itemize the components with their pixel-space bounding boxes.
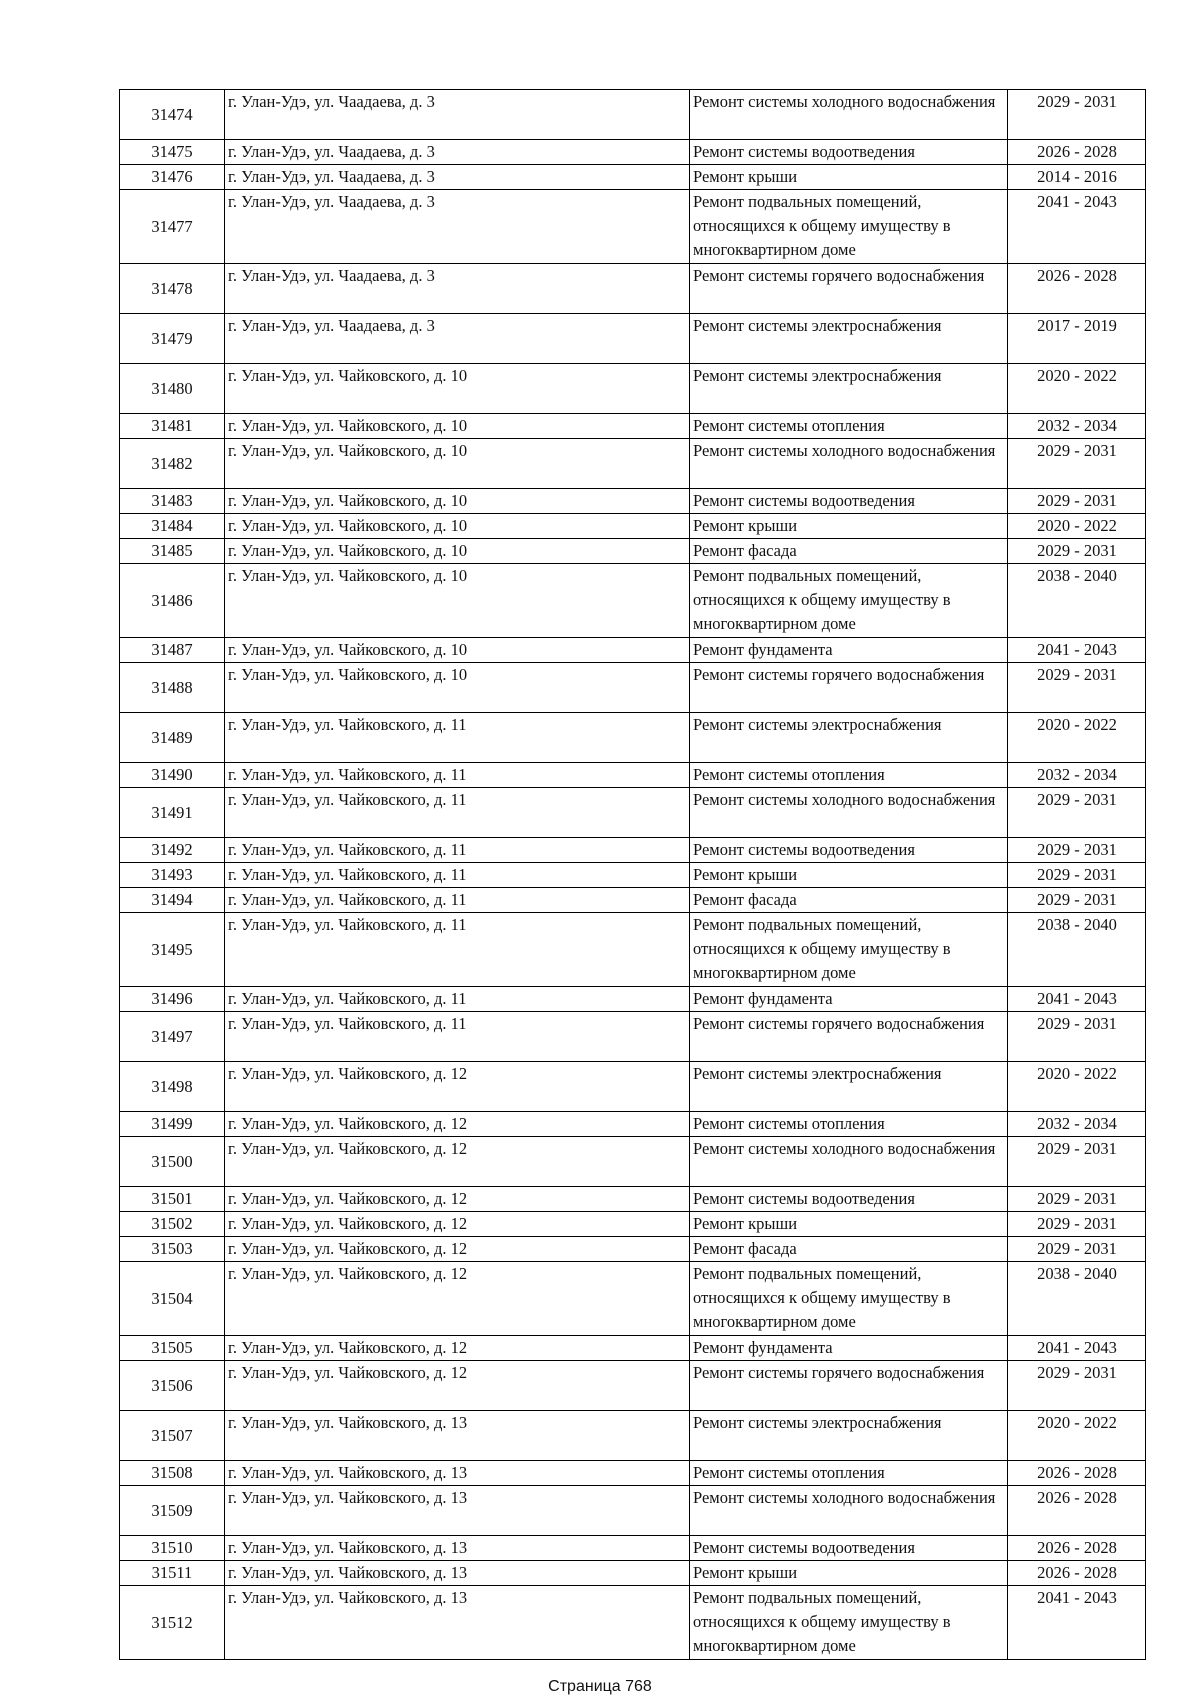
table-row — [120, 1486, 1146, 1536]
address-cell: г. Улан-Удэ, ул. Чайковского, д. 10 — [225, 663, 690, 713]
period-cell: 2029 - 2031 — [1008, 489, 1146, 514]
work-type-cell: Ремонт подвальных помещений, относящихся к общему имуществу в многоквартирном доме — [690, 190, 1008, 264]
row-id-cell: 31501 — [120, 1187, 225, 1212]
period-cell: 2029 - 2031 — [1008, 888, 1146, 913]
address-cell: г. Улан-Удэ, ул. Чайковского, д. 13 — [225, 1561, 690, 1586]
table-row — [120, 1137, 1146, 1187]
row-id-cell: 31486 — [120, 564, 225, 638]
period-cell: 2032 - 2034 — [1008, 414, 1146, 439]
period-cell: 2026 - 2028 — [1008, 140, 1146, 165]
row-id-cell: 31493 — [120, 863, 225, 888]
table-row — [120, 1411, 1146, 1461]
row-id-cell: 31495 — [120, 913, 225, 987]
row-id-cell: 31500 — [120, 1137, 225, 1187]
period-cell: 2020 - 2022 — [1008, 514, 1146, 539]
work-type-cell: Ремонт системы водоотведения — [690, 838, 1008, 863]
row-id-cell: 31512 — [120, 1586, 225, 1660]
period-cell: 2038 - 2040 — [1008, 913, 1146, 987]
period-cell: 2029 - 2031 — [1008, 439, 1146, 489]
table-row — [120, 663, 1146, 713]
period-cell: 2029 - 2031 — [1008, 90, 1146, 140]
address-cell: г. Улан-Удэ, ул. Чайковского, д. 11 — [225, 888, 690, 913]
address-cell: г. Улан-Удэ, ул. Чайковского, д. 13 — [225, 1486, 690, 1536]
work-type-cell: Ремонт крыши — [690, 863, 1008, 888]
period-cell: 2029 - 2031 — [1008, 663, 1146, 713]
address-cell: г. Улан-Удэ, ул. Чайковского, д. 13 — [225, 1536, 690, 1561]
address-cell: г. Улан-Удэ, ул. Чайковского, д. 11 — [225, 788, 690, 838]
work-type-cell: Ремонт подвальных помещений, относящихся к общему имуществу в многоквартирном доме — [690, 1262, 1008, 1336]
row-id-cell: 31506 — [120, 1361, 225, 1411]
address-cell: г. Улан-Удэ, ул. Чайковского, д. 13 — [225, 1461, 690, 1486]
address-cell: г. Улан-Удэ, ул. Чаадаева, д. 3 — [225, 165, 690, 190]
address-cell: г. Улан-Удэ, ул. Чайковского, д. 12 — [225, 1062, 690, 1112]
row-id-cell: 31492 — [120, 838, 225, 863]
row-id-cell: 31484 — [120, 514, 225, 539]
address-cell: г. Улан-Удэ, ул. Чайковского, д. 11 — [225, 1012, 690, 1062]
period-cell: 2029 - 2031 — [1008, 539, 1146, 564]
period-cell: 2020 - 2022 — [1008, 713, 1146, 763]
row-id-cell: 31489 — [120, 713, 225, 763]
table-row — [120, 1237, 1146, 1262]
period-cell: 2020 - 2022 — [1008, 1411, 1146, 1461]
work-type-cell: Ремонт подвальных помещений, относящихся к общему имуществу в многоквартирном доме — [690, 913, 1008, 987]
table-row — [120, 1112, 1146, 1137]
table-row — [120, 1461, 1146, 1486]
table-row — [120, 264, 1146, 314]
table-row — [120, 1586, 1146, 1660]
work-type-cell: Ремонт фундамента — [690, 987, 1008, 1012]
work-type-cell: Ремонт подвальных помещений, относящихся к общему имуществу в многоквартирном доме — [690, 564, 1008, 638]
period-cell: 2026 - 2028 — [1008, 1536, 1146, 1561]
work-type-cell: Ремонт системы водоотведения — [690, 140, 1008, 165]
row-id-cell: 31497 — [120, 1012, 225, 1062]
work-type-cell: Ремонт системы горячего водоснабжения — [690, 1361, 1008, 1411]
period-cell: 2017 - 2019 — [1008, 314, 1146, 364]
row-id-cell: 31483 — [120, 489, 225, 514]
address-cell: г. Улан-Удэ, ул. Чаадаева, д. 3 — [225, 314, 690, 364]
work-type-cell: Ремонт системы холодного водоснабжения — [690, 788, 1008, 838]
period-cell: 2038 - 2040 — [1008, 564, 1146, 638]
row-id-cell: 31507 — [120, 1411, 225, 1461]
period-cell: 2026 - 2028 — [1008, 1461, 1146, 1486]
period-cell: 2029 - 2031 — [1008, 863, 1146, 888]
work-type-cell: Ремонт системы горячего водоснабжения — [690, 663, 1008, 713]
table-row — [120, 788, 1146, 838]
table-row — [120, 414, 1146, 439]
row-id-cell: 31488 — [120, 663, 225, 713]
work-type-cell: Ремонт системы отопления — [690, 1112, 1008, 1137]
work-type-cell: Ремонт фасада — [690, 1237, 1008, 1262]
period-cell: 2038 - 2040 — [1008, 1262, 1146, 1336]
period-cell: 2026 - 2028 — [1008, 1561, 1146, 1586]
table-row — [120, 514, 1146, 539]
work-type-cell: Ремонт системы холодного водоснабжения — [690, 1486, 1008, 1536]
row-id-cell: 31503 — [120, 1237, 225, 1262]
work-type-cell: Ремонт крыши — [690, 514, 1008, 539]
table-row — [120, 1212, 1146, 1237]
address-cell: г. Улан-Удэ, ул. Чайковского, д. 13 — [225, 1411, 690, 1461]
row-id-cell: 31479 — [120, 314, 225, 364]
row-id-cell: 31505 — [120, 1336, 225, 1361]
address-cell: г. Улан-Удэ, ул. Чайковского, д. 11 — [225, 713, 690, 763]
row-id-cell: 31491 — [120, 788, 225, 838]
period-cell: 2029 - 2031 — [1008, 1237, 1146, 1262]
table-row — [120, 838, 1146, 863]
period-cell: 2041 - 2043 — [1008, 1586, 1146, 1660]
table-row — [120, 1561, 1146, 1586]
repair-schedule-table — [119, 89, 1146, 1660]
row-id-cell: 31508 — [120, 1461, 225, 1486]
address-cell: г. Улан-Удэ, ул. Чайковского, д. 12 — [225, 1187, 690, 1212]
row-id-cell: 31477 — [120, 190, 225, 264]
table-row — [120, 763, 1146, 788]
period-cell: 2026 - 2028 — [1008, 264, 1146, 314]
row-id-cell: 31476 — [120, 165, 225, 190]
period-cell: 2014 - 2016 — [1008, 165, 1146, 190]
address-cell: г. Улан-Удэ, ул. Чайковского, д. 12 — [225, 1361, 690, 1411]
work-type-cell: Ремонт системы водоотведения — [690, 489, 1008, 514]
table-row — [120, 863, 1146, 888]
period-cell: 2029 - 2031 — [1008, 1361, 1146, 1411]
work-type-cell: Ремонт системы горячего водоснабжения — [690, 1012, 1008, 1062]
table-row — [120, 564, 1146, 638]
row-id-cell: 31510 — [120, 1536, 225, 1561]
table-row — [120, 1336, 1146, 1361]
work-type-cell: Ремонт системы электроснабжения — [690, 314, 1008, 364]
table-row — [120, 1361, 1146, 1411]
table-row — [120, 190, 1146, 264]
period-cell: 2020 - 2022 — [1008, 1062, 1146, 1112]
row-id-cell: 31509 — [120, 1486, 225, 1536]
address-cell: г. Улан-Удэ, ул. Чайковского, д. 11 — [225, 913, 690, 987]
work-type-cell: Ремонт системы электроснабжения — [690, 713, 1008, 763]
row-id-cell: 31496 — [120, 987, 225, 1012]
work-type-cell: Ремонт подвальных помещений, относящихся к общему имуществу в многоквартирном доме — [690, 1586, 1008, 1660]
period-cell: 2029 - 2031 — [1008, 788, 1146, 838]
address-cell: г. Улан-Удэ, ул. Чайковского, д. 12 — [225, 1336, 690, 1361]
address-cell: г. Улан-Удэ, ул. Чайковского, д. 10 — [225, 414, 690, 439]
period-cell: 2020 - 2022 — [1008, 364, 1146, 414]
work-type-cell: Ремонт системы отопления — [690, 763, 1008, 788]
table-row — [120, 1012, 1146, 1062]
table-row — [120, 713, 1146, 763]
row-id-cell: 31487 — [120, 638, 225, 663]
address-cell: г. Улан-Удэ, ул. Чайковского, д. 11 — [225, 863, 690, 888]
work-type-cell: Ремонт крыши — [690, 1212, 1008, 1237]
period-cell: 2029 - 2031 — [1008, 1012, 1146, 1062]
address-cell: г. Улан-Удэ, ул. Чайковского, д. 11 — [225, 987, 690, 1012]
work-type-cell: Ремонт фасада — [690, 888, 1008, 913]
address-cell: г. Улан-Удэ, ул. Чайковского, д. 10 — [225, 514, 690, 539]
work-type-cell: Ремонт фасада — [690, 539, 1008, 564]
row-id-cell: 31485 — [120, 539, 225, 564]
address-cell: г. Улан-Удэ, ул. Чайковского, д. 12 — [225, 1137, 690, 1187]
period-cell: 2029 - 2031 — [1008, 1137, 1146, 1187]
row-id-cell: 31475 — [120, 140, 225, 165]
address-cell: г. Улан-Удэ, ул. Чайковского, д. 11 — [225, 763, 690, 788]
period-cell: 2026 - 2028 — [1008, 1486, 1146, 1536]
period-cell: 2041 - 2043 — [1008, 638, 1146, 663]
work-type-cell: Ремонт системы водоотведения — [690, 1536, 1008, 1561]
row-id-cell: 31511 — [120, 1561, 225, 1586]
work-type-cell: Ремонт системы холодного водоснабжения — [690, 90, 1008, 140]
work-type-cell: Ремонт системы горячего водоснабжения — [690, 264, 1008, 314]
address-cell: г. Улан-Удэ, ул. Чаадаева, д. 3 — [225, 140, 690, 165]
table-row — [120, 638, 1146, 663]
address-cell: г. Улан-Удэ, ул. Чайковского, д. 10 — [225, 439, 690, 489]
row-id-cell: 31494 — [120, 888, 225, 913]
period-cell: 2041 - 2043 — [1008, 987, 1146, 1012]
period-cell: 2041 - 2043 — [1008, 190, 1146, 264]
row-id-cell: 31482 — [120, 439, 225, 489]
table-body — [120, 90, 1146, 1660]
period-cell: 2032 - 2034 — [1008, 763, 1146, 788]
table-row — [120, 888, 1146, 913]
table-row — [120, 1062, 1146, 1112]
work-type-cell: Ремонт системы электроснабжения — [690, 1411, 1008, 1461]
row-id-cell: 31502 — [120, 1212, 225, 1237]
table-row — [120, 1187, 1146, 1212]
work-type-cell: Ремонт системы холодного водоснабжения — [690, 439, 1008, 489]
table-row — [120, 314, 1146, 364]
address-cell: г. Улан-Удэ, ул. Чайковского, д. 10 — [225, 638, 690, 663]
address-cell: г. Улан-Удэ, ул. Чайковского, д. 12 — [225, 1237, 690, 1262]
table-row — [120, 539, 1146, 564]
address-cell: г. Улан-Удэ, ул. Чайковского, д. 12 — [225, 1262, 690, 1336]
period-cell: 2029 - 2031 — [1008, 1212, 1146, 1237]
table-row — [120, 165, 1146, 190]
work-type-cell: Ремонт крыши — [690, 165, 1008, 190]
table-row — [120, 987, 1146, 1012]
address-cell: г. Улан-Удэ, ул. Чайковского, д. 13 — [225, 1586, 690, 1660]
period-cell: 2032 - 2034 — [1008, 1112, 1146, 1137]
table-row — [120, 489, 1146, 514]
period-cell: 2029 - 2031 — [1008, 838, 1146, 863]
row-id-cell: 31504 — [120, 1262, 225, 1336]
work-type-cell: Ремонт системы отопления — [690, 1461, 1008, 1486]
address-cell: г. Улан-Удэ, ул. Чайковского, д. 12 — [225, 1112, 690, 1137]
address-cell: г. Улан-Удэ, ул. Чайковского, д. 10 — [225, 489, 690, 514]
table-row — [120, 913, 1146, 987]
address-cell: г. Улан-Удэ, ул. Чайковского, д. 10 — [225, 364, 690, 414]
table-row — [120, 364, 1146, 414]
period-cell: 2029 - 2031 — [1008, 1187, 1146, 1212]
row-id-cell: 31499 — [120, 1112, 225, 1137]
work-type-cell: Ремонт системы электроснабжения — [690, 364, 1008, 414]
address-cell: г. Улан-Удэ, ул. Чайковского, д. 11 — [225, 838, 690, 863]
row-id-cell: 31474 — [120, 90, 225, 140]
row-id-cell: 31478 — [120, 264, 225, 314]
work-type-cell: Ремонт системы отопления — [690, 414, 1008, 439]
row-id-cell: 31498 — [120, 1062, 225, 1112]
address-cell: г. Улан-Удэ, ул. Чаадаева, д. 3 — [225, 190, 690, 264]
address-cell: г. Улан-Удэ, ул. Чайковского, д. 10 — [225, 539, 690, 564]
work-type-cell: Ремонт системы электроснабжения — [690, 1062, 1008, 1112]
address-cell: г. Улан-Удэ, ул. Чаадаева, д. 3 — [225, 90, 690, 140]
table-row — [120, 1536, 1146, 1561]
address-cell: г. Улан-Удэ, ул. Чайковского, д. 12 — [225, 1212, 690, 1237]
work-type-cell: Ремонт крыши — [690, 1561, 1008, 1586]
work-type-cell: Ремонт фундамента — [690, 638, 1008, 663]
work-type-cell: Ремонт системы водоотведения — [690, 1187, 1008, 1212]
work-type-cell: Ремонт системы холодного водоснабжения — [690, 1137, 1008, 1187]
table-row — [120, 90, 1146, 140]
address-cell: г. Улан-Удэ, ул. Чаадаева, д. 3 — [225, 264, 690, 314]
table-row — [120, 140, 1146, 165]
row-id-cell: 31490 — [120, 763, 225, 788]
page-number: Страница 768 — [548, 1678, 652, 1695]
row-id-cell: 31480 — [120, 364, 225, 414]
address-cell: г. Улан-Удэ, ул. Чайковского, д. 10 — [225, 564, 690, 638]
table-row — [120, 1262, 1146, 1336]
row-id-cell: 31481 — [120, 414, 225, 439]
period-cell: 2041 - 2043 — [1008, 1336, 1146, 1361]
work-type-cell: Ремонт фундамента — [690, 1336, 1008, 1361]
table-row — [120, 439, 1146, 489]
